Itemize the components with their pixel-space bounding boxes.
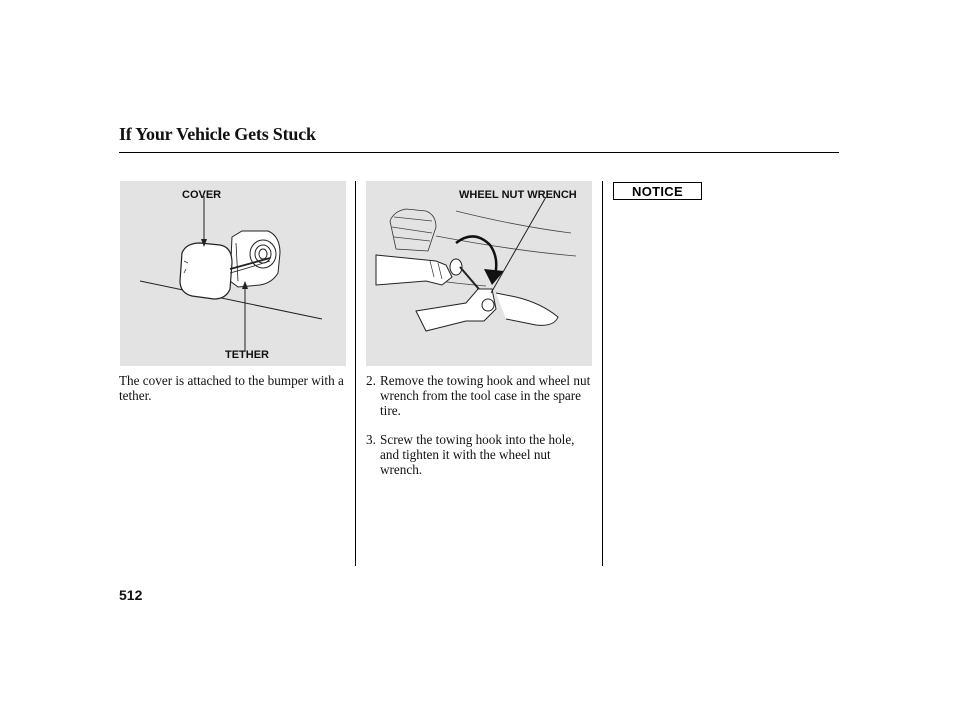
bumper-cover-caption: The cover is attached to the bumper with a tether. [119,373,344,403]
step-text: Remove the towing hook and wheel nut wrench from the tool case in the spare tire. [380,373,591,418]
notice-label: NOTICE [632,183,683,199]
step-2 [366,373,596,421]
page-title: If Your Vehicle Gets Stuck [119,124,316,144]
column-divider-2 [602,181,603,566]
title-rule [119,152,839,153]
wheel-nut-wrench-label: WHEEL NUT WRENCH [459,189,577,201]
step-3 [366,432,596,480]
page-number: 512 [119,587,143,603]
towing-hook-illustration [366,181,592,366]
notice-box [613,182,702,200]
step-number: 2. [366,373,376,388]
cover-label: COVER [182,189,222,201]
figure-towing-hook [366,181,592,366]
column-divider-1 [355,181,356,566]
bumper-cover-illustration [120,181,346,366]
step-text: Screw the towing hook into the hole, and tighten it with the wheel nut wrench. [380,432,575,477]
step-number: 3. [366,432,376,447]
figure-bumper-cover [120,181,346,366]
tether-label: TETHER [225,349,269,361]
